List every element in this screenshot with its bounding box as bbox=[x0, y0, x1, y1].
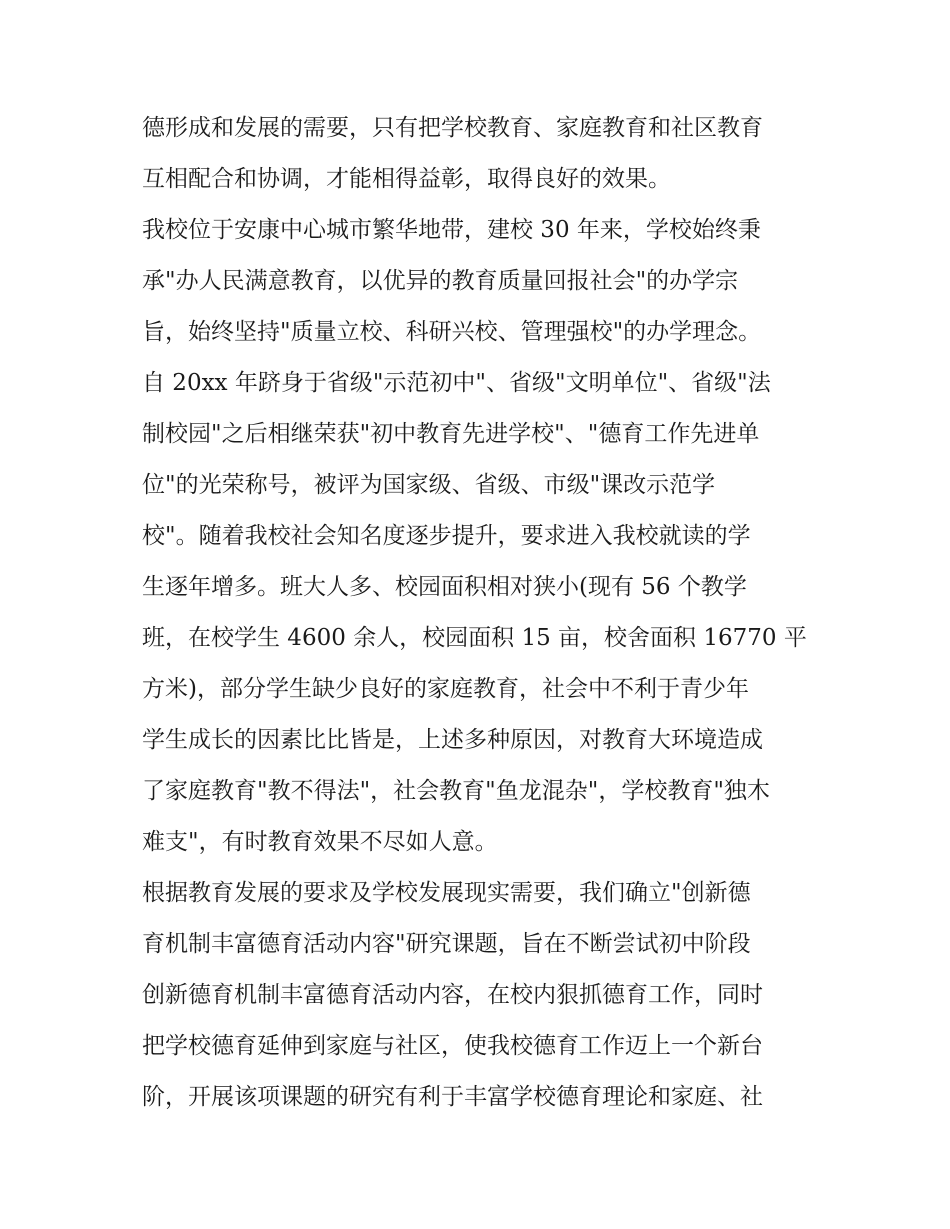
text-line: 承"办人民满意教育，以优异的教育质量回报社会"的办学宗 bbox=[142, 268, 739, 294]
text-line: 班，在校学生 4600 余人，校园面积 15 亩，校舍面积 16770 平 bbox=[142, 625, 807, 651]
text-line: 了家庭教育"教不得法"，社会教育"鱼龙混杂"，学校教育"独木 bbox=[142, 778, 770, 804]
text-line: 阶，开展该项课题的研究有利于丰富学校德育理论和家庭、社 bbox=[142, 1084, 763, 1110]
text-line: 德形成和发展的需要，只有把学校教育、家庭教育和社区教育 bbox=[142, 115, 763, 141]
text-line: 旨，始终坚持"质量立校、科研兴校、管理强校"的办学理念。 bbox=[142, 319, 762, 345]
text-line: 自 20xx 年跻身于省级"示范初中"、省级"文明单位"、省级"法 bbox=[142, 370, 771, 396]
text-line: 互相配合和协调，才能相得益彰，取得良好的效果。 bbox=[142, 166, 671, 192]
text-line: 制校园"之后相继荣获"初中教育先进学校"、"德育工作先进单 bbox=[142, 421, 760, 447]
text-line: 把学校德育延伸到家庭与社区，使我校德育工作迈上一个新台 bbox=[142, 1033, 763, 1059]
text-line: 育机制丰富德育活动内容"研究课题，旨在不断尝试初中阶段 bbox=[142, 931, 751, 957]
body-text bbox=[142, 103, 822, 1123]
text-line: 生逐年增多。班大人多、校园面积相对狭小(现有 56 个教学 bbox=[142, 574, 747, 600]
text-line: 创新德育机制丰富德育活动内容，在校内狠抓德育工作，同时 bbox=[142, 982, 763, 1008]
text-line: 根据教育发展的要求及学校发展现实需要，我们确立"创新德 bbox=[142, 880, 751, 906]
text-line: 难支"，有时教育效果不尽如人意。 bbox=[142, 829, 498, 855]
text-line: 校"。随着我校社会知名度逐步提升，要求进入我校就读的学 bbox=[142, 523, 751, 549]
text-line: 学生成长的因素比比皆是，上述多种原因，对教育大环境造成 bbox=[142, 727, 763, 753]
text-line: 我校位于安康中心城市繁华地带，建校 30 年来，学校始终秉 bbox=[142, 217, 761, 243]
text-line: 位"的光荣称号，被评为国家级、省级、市级"课改示范学 bbox=[142, 472, 716, 498]
text-line: 方米)，部分学生缺少良好的家庭教育，社会中不利于青少年 bbox=[142, 676, 749, 702]
